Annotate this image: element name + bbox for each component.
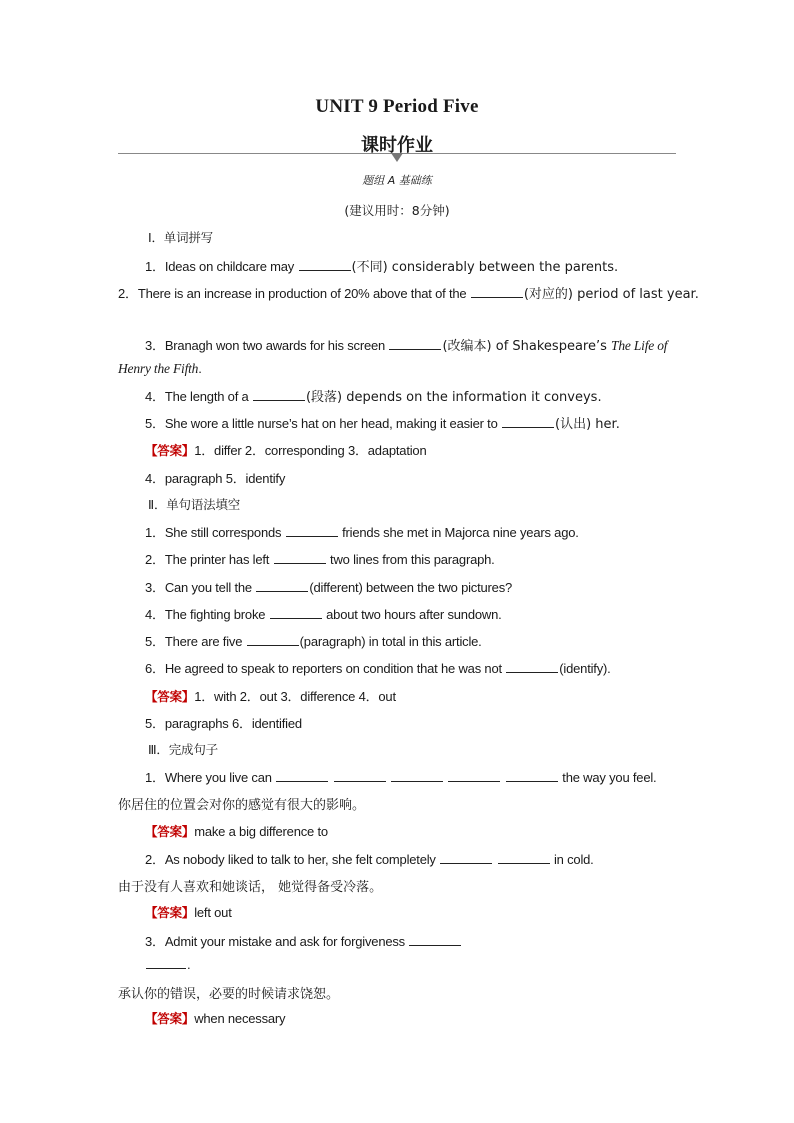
group-label: 题组 A 基础练 bbox=[362, 174, 432, 187]
question-2-4: 4．The fighting broke about two hours after sundown. bbox=[145, 607, 502, 622]
answer-blank[interactable] bbox=[334, 770, 386, 782]
answer-3-2: 【答案】left out bbox=[145, 905, 232, 920]
question-2-1: 1．She still corresponds friends she met in Majorca nine years ago. bbox=[145, 525, 579, 540]
answer-blank[interactable] bbox=[274, 552, 326, 564]
question-2-2: 2．The printer has left two lines from this paragraph. bbox=[145, 552, 495, 567]
answer-3-1: 【答案】make a big difference to bbox=[145, 824, 328, 839]
answer-blank[interactable] bbox=[409, 934, 461, 946]
question-2-6: 6．He agreed to speak to reporters on condition that he was not (identify). bbox=[145, 661, 611, 676]
translation-3-1: 你居住的位置会对你的感觉有很大的影响。 bbox=[118, 798, 366, 813]
answer-tag: 【答案】 bbox=[145, 1011, 195, 1026]
answer-tag: 【答案】 bbox=[145, 905, 195, 920]
translation-3-2: 由于没有人喜欢和她谈话， 她觉得备受冷落。 bbox=[118, 880, 383, 895]
section-heading-1: Ⅰ．单词拼写 bbox=[148, 230, 213, 245]
time-note: (建议用时：8分钟) bbox=[344, 203, 450, 218]
section-heading-3: Ⅲ．完成句子 bbox=[148, 742, 218, 757]
triangle-marker-icon bbox=[391, 153, 403, 162]
question-3-3: 3．Admit your mistake and ask for forgiveness bbox=[145, 931, 462, 950]
answer-blank[interactable] bbox=[286, 525, 338, 537]
page-title: UNIT 9 Period Five bbox=[315, 96, 479, 117]
answer-blank[interactable] bbox=[389, 338, 441, 350]
answer-blank[interactable] bbox=[506, 770, 558, 782]
section-heading-2: Ⅱ．单句语法填空 bbox=[148, 497, 241, 512]
page-subtitle: 课时作业 bbox=[361, 135, 433, 156]
answer-blank[interactable] bbox=[471, 286, 523, 298]
question-1-3: 3．Branagh won two awards for his screen (改编本) of Shakespeare’s The Life of bbox=[145, 338, 668, 354]
answer-1-line-2: 4．paragraph 5．identify bbox=[145, 471, 286, 486]
answer-blank[interactable] bbox=[146, 957, 186, 969]
answer-blank[interactable] bbox=[391, 770, 443, 782]
question-3-1: 1．Where you live can the way you feel. bbox=[145, 770, 657, 785]
question-1-4: 4．The length of a (段落) depends on the information it conveys. bbox=[145, 389, 602, 405]
question-1-5: 5．She wore a little nurse’s hat on her head, making it easier to (认出) her. bbox=[145, 416, 620, 432]
answer-tag: 【答案】 bbox=[145, 443, 195, 458]
answer-tag: 【答案】 bbox=[145, 689, 195, 704]
answer-blank[interactable] bbox=[506, 661, 558, 673]
answer-blank[interactable] bbox=[448, 770, 500, 782]
question-1-2: 2．There is an increase in production of 20% above that of the (对应的) period of last year. bbox=[118, 286, 699, 302]
answer-blank[interactable] bbox=[502, 416, 554, 428]
translation-3-3: 承认你的错误，必要的时候请求饶恕。 bbox=[118, 987, 340, 1002]
question-1-1: 1．Ideas on childcare may (不同) considerably between the parents. bbox=[145, 259, 619, 275]
answer-blank[interactable] bbox=[253, 389, 305, 401]
answer-blank[interactable] bbox=[276, 770, 328, 782]
answer-blank[interactable] bbox=[440, 852, 492, 864]
answer-blank[interactable] bbox=[256, 580, 308, 592]
answer-3-3: 【答案】when necessary bbox=[145, 1011, 286, 1026]
question-3-3-cont: . bbox=[145, 957, 190, 972]
question-2-3: 3．Can you tell the (different) between the two pictures? bbox=[145, 580, 513, 595]
answer-2-line-1: 【答案】1．with 2．out 3．difference 4．out bbox=[145, 689, 396, 704]
question-3-2: 2．As nobody liked to talk to her, she felt completely in cold. bbox=[145, 852, 594, 867]
question-2-5: 5．There are five (paragraph) in total in this article. bbox=[145, 634, 482, 649]
answer-blank[interactable] bbox=[247, 634, 299, 646]
answer-2-line-2: 5．paragraphs 6．identified bbox=[145, 716, 302, 731]
question-1-3-cont: Henry the Fifth. bbox=[118, 361, 202, 376]
answer-1-line-1: 【答案】1．differ 2．corresponding 3．adaptation bbox=[145, 443, 427, 458]
answer-tag: 【答案】 bbox=[145, 824, 195, 839]
answer-blank[interactable] bbox=[498, 852, 550, 864]
answer-blank[interactable] bbox=[299, 259, 351, 271]
answer-blank[interactable] bbox=[270, 607, 322, 619]
